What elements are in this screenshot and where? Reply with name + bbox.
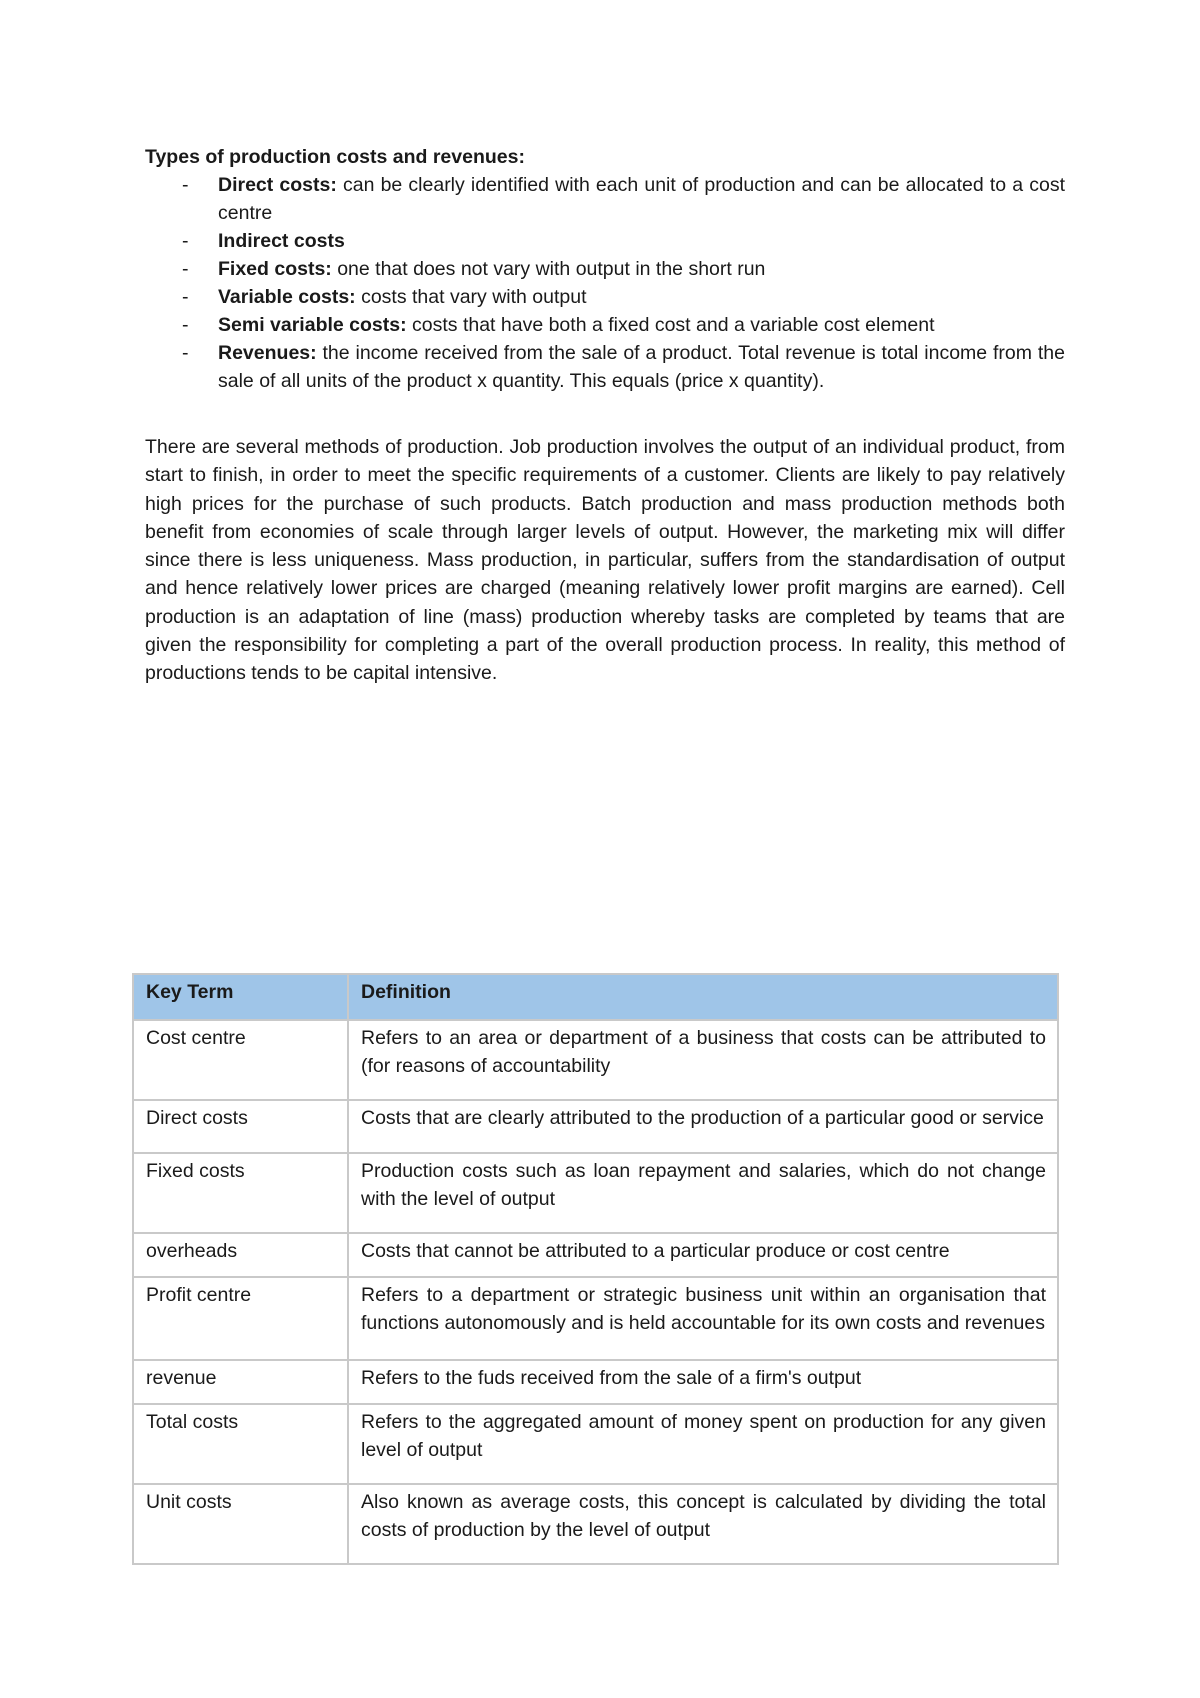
- bullet-text: the income received from the sale of a product. Total revenue is total income from the sale of all units of the product x quantity. This equals (price x quantity).: [218, 342, 1065, 392]
- definition-cell: Refers to an area or department of a business that costs can be attributed to (for reasons of accountability: [348, 1020, 1058, 1100]
- bullet-text: can be clearly identified with each unit of production and can be allocated to a cost centre: [218, 174, 1066, 224]
- bullet-dash: -: [182, 230, 189, 252]
- definition-cell: Refers to the fuds received from the sale of a firm's output: [348, 1360, 1058, 1404]
- table-row: [133, 1404, 1058, 1484]
- definition-cell: Refers to the aggregated amount of money spent on production for any given level of output: [348, 1404, 1058, 1484]
- definition-cell: Refers to a department or strategic business unit within an organisation that functions autonomously and is held accountable for its own costs and revenues: [348, 1277, 1058, 1360]
- bullet-term: Semi variable costs:: [218, 314, 407, 336]
- term-cell: Unit costs: [133, 1484, 348, 1564]
- definition-cell: Costs that are clearly attributed to the production of a particular good or service: [348, 1100, 1058, 1153]
- list-item: [145, 311, 1065, 339]
- bullet-dash: -: [182, 342, 189, 364]
- term-cell: Fixed costs: [133, 1153, 348, 1233]
- bullet-text: one that does not vary with output in the short run: [331, 258, 766, 280]
- definition-cell: Also known as average costs, this concept is calculated by dividing the total costs of production by the level of output: [348, 1484, 1058, 1564]
- bullet-term: Variable costs:: [218, 286, 356, 308]
- bullet-term: Indirect costs: [218, 230, 345, 252]
- bullet-dash: -: [182, 174, 189, 196]
- header-definition: Definition: [348, 974, 1058, 1020]
- section-heading: Types of production costs and revenues:: [145, 146, 525, 168]
- term-cell: Cost centre: [133, 1020, 348, 1100]
- definition-cell: Costs that cannot be attributed to a particular produce or cost centre: [348, 1233, 1058, 1277]
- production-methods-paragraph: There are several methods of production. Job production involves the output of an individual product, from start to finish, in order to meet the specific requirements of a customer. Clients are likely to pay relatively high prices for the purchase of such products. Batch production and mass production methods both benefit from economies of scale through larger levels of output. However, the marketing mix will differ since there is less uniqueness. Mass production, in particular, suffers from the standardisation of output and hence relatively lower prices are charged (meaning relatively lower profit margins are earned). Cell production is an adaptation of line (mass) production whereby tasks are completed by teams that are given the responsibility for completing a part of the overall production process. In reality, this method of productions tends to be capital intensive.: [145, 436, 1065, 685]
- key-terms-table: [132, 973, 1059, 1565]
- list-item: [145, 283, 1065, 311]
- term-cell: Direct costs: [133, 1100, 348, 1153]
- term-cell: Total costs: [133, 1404, 348, 1484]
- table-header-row: [133, 974, 1058, 1020]
- list-item: [145, 339, 1065, 395]
- bullet-term: Direct costs:: [218, 174, 337, 196]
- table-row: [133, 1100, 1058, 1153]
- bullet-term: Fixed costs:: [218, 258, 332, 280]
- list-item: [145, 171, 1065, 227]
- table-row: [133, 1233, 1058, 1277]
- term-cell: overheads: [133, 1233, 348, 1277]
- bullet-dash: -: [182, 258, 189, 280]
- bullet-dash: -: [182, 286, 189, 308]
- cost-types-list: [145, 171, 1065, 395]
- table-row: [133, 1153, 1058, 1233]
- bullet-term: Revenues:: [218, 342, 317, 364]
- list-item: [145, 227, 1065, 255]
- table-row: [133, 1277, 1058, 1360]
- bullet-dash: -: [182, 314, 189, 336]
- table-row: [133, 1360, 1058, 1404]
- table-row: [133, 1020, 1058, 1100]
- table-row: [133, 1484, 1058, 1564]
- term-cell: Profit centre: [133, 1277, 348, 1360]
- list-item: [145, 255, 1065, 283]
- definition-cell: Production costs such as loan repayment and salaries, which do not change with the level of output: [348, 1153, 1058, 1233]
- bullet-text: costs that vary with output: [355, 286, 587, 308]
- bullet-text: costs that have both a fixed cost and a variable cost element: [406, 314, 935, 336]
- term-cell: revenue: [133, 1360, 348, 1404]
- header-key-term: Key Term: [133, 974, 348, 1020]
